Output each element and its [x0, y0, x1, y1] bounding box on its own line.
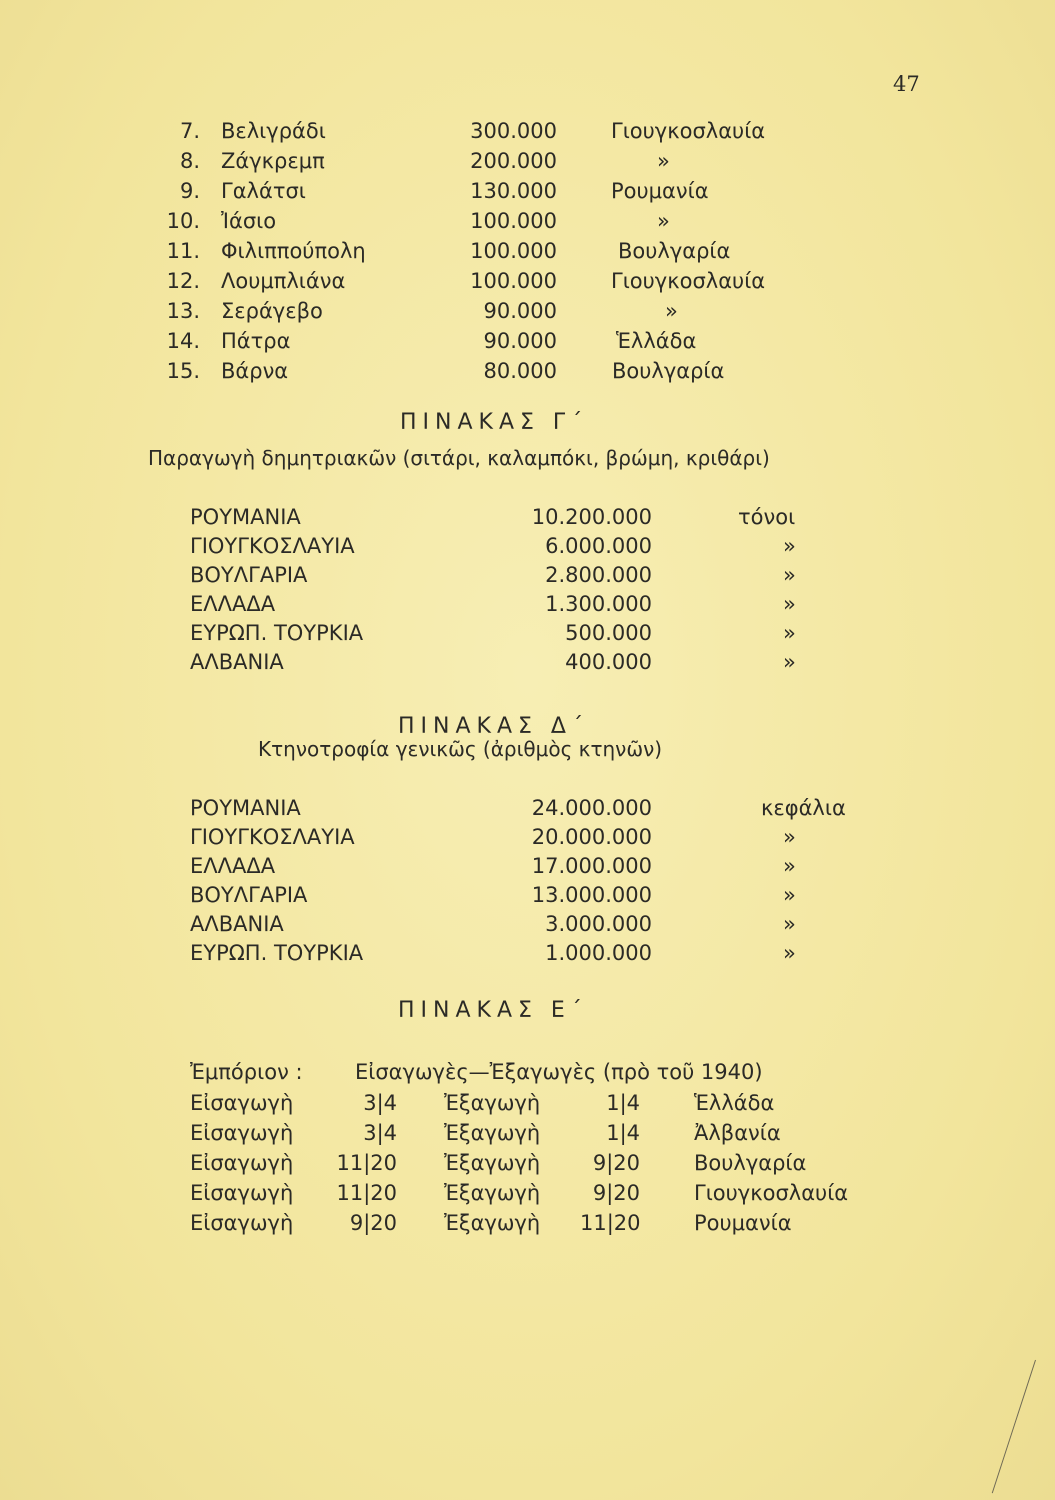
- import-value: 3|4: [363, 1121, 397, 1145]
- production-value: 400.000: [565, 650, 652, 674]
- unit: »: [783, 825, 796, 849]
- table-d-title: ΠΙΝΑΚΑΣ Δ΄: [398, 714, 589, 739]
- production-value: 2.800.000: [545, 563, 652, 587]
- city-population: 100.000: [470, 239, 557, 263]
- import-value: 9|20: [349, 1211, 397, 1235]
- city-number: 12.: [166, 269, 200, 293]
- list-item: [160, 356, 860, 386]
- city-name: Λουμπλιάνα: [221, 269, 346, 293]
- country-name: ΡΟΥΜΑΝΙΑ: [190, 505, 301, 529]
- export-label: Ἐξαγωγὴ: [444, 1121, 541, 1145]
- livestock-value: 1.000.000: [545, 941, 652, 965]
- city-number: 7.: [179, 119, 200, 143]
- country-name: ΑΛΒΑΝΙΑ: [190, 650, 284, 674]
- city-population: 300.000: [470, 119, 557, 143]
- city-number: 13.: [166, 299, 200, 323]
- trade-country: Ρουμανία: [694, 1211, 792, 1235]
- export-label: Ἐξαγωγὴ: [444, 1181, 541, 1205]
- unit: »: [783, 941, 796, 965]
- export-value: 9|20: [592, 1151, 640, 1175]
- list-item: [160, 326, 860, 356]
- table-row: [190, 1208, 890, 1238]
- unit: »: [783, 592, 796, 616]
- country-name: ΒΟΥΛΓΑΡΙΑ: [190, 563, 308, 587]
- unit: »: [783, 621, 796, 645]
- table-row: [190, 909, 870, 939]
- table-row: [190, 647, 850, 677]
- export-label: Ἐξαγωγὴ: [444, 1211, 541, 1235]
- paper-crease: [992, 1360, 1036, 1493]
- list-item: [160, 116, 860, 146]
- country-name: ΕΛΛΑΔΑ: [190, 854, 276, 878]
- country-name: ΕΥΡΩΠ. ΤΟΥΡΚΙΑ: [190, 941, 364, 965]
- city-country: Γιουγκοσλαυία: [611, 119, 766, 143]
- livestock-value: 24.000.000: [531, 796, 652, 820]
- unit: »: [783, 912, 796, 936]
- import-label: Εἰσαγωγὴ: [190, 1091, 294, 1115]
- city-name: Βάρνα: [221, 359, 289, 383]
- list-item: [160, 146, 860, 176]
- import-label: Εἰσαγωγὴ: [190, 1121, 294, 1145]
- table-row: [190, 1118, 890, 1148]
- trade-country: Ἑλλάδα: [694, 1091, 775, 1115]
- city-country: Γιουγκοσλαυία: [611, 269, 766, 293]
- production-value: 6.000.000: [545, 534, 652, 558]
- city-country: »: [657, 149, 670, 173]
- city-number: 9.: [179, 179, 200, 203]
- country-name: ΕΥΡΩΠ. ΤΟΥΡΚΙΑ: [190, 621, 364, 645]
- city-population: 80.000: [483, 359, 557, 383]
- city-country: »: [657, 209, 670, 233]
- table-row: [190, 851, 870, 881]
- list-item: [160, 206, 860, 236]
- trade-header-text: Εἰσαγωγὲς—Ἐξαγωγὲς (πρὸ τοῦ 1940): [355, 1060, 763, 1084]
- trade-country: Ἀλβανία: [694, 1121, 781, 1145]
- table-row: [190, 822, 870, 852]
- list-item: [160, 296, 860, 326]
- production-value: 10.200.000: [531, 505, 652, 529]
- city-population: 200.000: [470, 149, 557, 173]
- import-label: Εἰσαγωγὴ: [190, 1211, 294, 1235]
- city-name: Γαλάτσι: [221, 179, 306, 203]
- list-item: [160, 236, 860, 266]
- table-row: [190, 1148, 890, 1178]
- city-number: 15.: [166, 359, 200, 383]
- city-name: Ζάγκρεμπ: [221, 149, 325, 173]
- city-number: 14.: [166, 329, 200, 353]
- table-e-title: ΠΙΝΑΚΑΣ Ε΄: [398, 998, 588, 1023]
- export-value: 1|4: [606, 1121, 640, 1145]
- unit: »: [783, 883, 796, 907]
- city-country: Ἑλλάδα: [616, 329, 697, 353]
- list-item: [160, 266, 860, 296]
- export-value: 1|4: [606, 1091, 640, 1115]
- country-name: ΡΟΥΜΑΝΙΑ: [190, 796, 301, 820]
- table-row: [190, 1088, 890, 1118]
- unit: τόνοι: [738, 505, 796, 529]
- city-population: 90.000: [483, 329, 557, 353]
- trade-country: Γιουγκοσλαυία: [694, 1181, 849, 1205]
- country-name: ΓΙΟΥΓΚΟΣΛΑΥΙΑ: [190, 534, 355, 558]
- import-value: 11|20: [336, 1151, 397, 1175]
- table-row: [190, 618, 850, 648]
- unit: »: [783, 563, 796, 587]
- city-country: Βουλγαρία: [618, 239, 731, 263]
- trade-country: Βουλγαρία: [694, 1151, 807, 1175]
- country-name: ΓΙΟΥΓΚΟΣΛΑΥΙΑ: [190, 825, 355, 849]
- unit: »: [783, 854, 796, 878]
- city-country: Ρουμανία: [611, 179, 709, 203]
- table-row: [190, 531, 850, 561]
- table-row: [190, 502, 850, 532]
- city-population: 100.000: [470, 269, 557, 293]
- city-number: 11.: [166, 239, 200, 263]
- livestock-value: 17.000.000: [531, 854, 652, 878]
- production-value: 1.300.000: [545, 592, 652, 616]
- country-name: ΒΟΥΛΓΑΡΙΑ: [190, 883, 308, 907]
- list-item: [160, 176, 860, 206]
- city-name: Πάτρα: [221, 329, 291, 353]
- table-g-subtitle: Παραγωγὴ δημητριακῶν (σιτάρι, καλαμπόκι, βρώμη, κριθάρι): [148, 446, 770, 470]
- import-label: Εἰσαγωγὴ: [190, 1181, 294, 1205]
- livestock-value: 3.000.000: [545, 912, 652, 936]
- city-name: Σεράγεβο: [221, 299, 323, 323]
- export-value: 9|20: [592, 1181, 640, 1205]
- livestock-value: 20.000.000: [531, 825, 652, 849]
- import-value: 11|20: [336, 1181, 397, 1205]
- city-name: Βελιγράδι: [221, 119, 326, 143]
- table-row: [190, 793, 870, 823]
- table-d-subtitle: Κτηνοτροφία γενικῶς (ἀριθμὸς κτηνῶν): [258, 737, 663, 761]
- table-row: [190, 938, 870, 968]
- city-number: 8.: [179, 149, 200, 173]
- table-g-title: ΠΙΝΑΚΑΣ Γ΄: [400, 410, 589, 435]
- table-row: [190, 589, 850, 619]
- city-population: 100.000: [470, 209, 557, 233]
- export-label: Ἐξαγωγὴ: [444, 1151, 541, 1175]
- city-number: 10.: [166, 209, 200, 233]
- unit: »: [783, 650, 796, 674]
- table-row: [190, 880, 870, 910]
- trade-header-label: Ἐμπόριον :: [190, 1060, 303, 1084]
- production-value: 500.000: [565, 621, 652, 645]
- city-country: »: [665, 299, 678, 323]
- import-label: Εἰσαγωγὴ: [190, 1151, 294, 1175]
- export-label: Ἐξαγωγὴ: [444, 1091, 541, 1115]
- city-name: Φιλιππούπολη: [221, 239, 366, 263]
- city-country: Βουλγαρία: [612, 359, 725, 383]
- country-name: ΑΛΒΑΝΙΑ: [190, 912, 284, 936]
- table-row: [190, 560, 850, 590]
- livestock-value: 13.000.000: [531, 883, 652, 907]
- unit: »: [783, 534, 796, 558]
- unit: κεφάλια: [761, 796, 846, 820]
- country-name: ΕΛΛΑΔΑ: [190, 592, 276, 616]
- import-value: 3|4: [363, 1091, 397, 1115]
- table-row: [190, 1178, 890, 1208]
- city-population: 90.000: [483, 299, 557, 323]
- export-value: 11|20: [580, 1211, 641, 1235]
- city-name: Ἰάσιο: [221, 209, 277, 233]
- page-number: 47: [893, 72, 920, 96]
- city-population: 130.000: [470, 179, 557, 203]
